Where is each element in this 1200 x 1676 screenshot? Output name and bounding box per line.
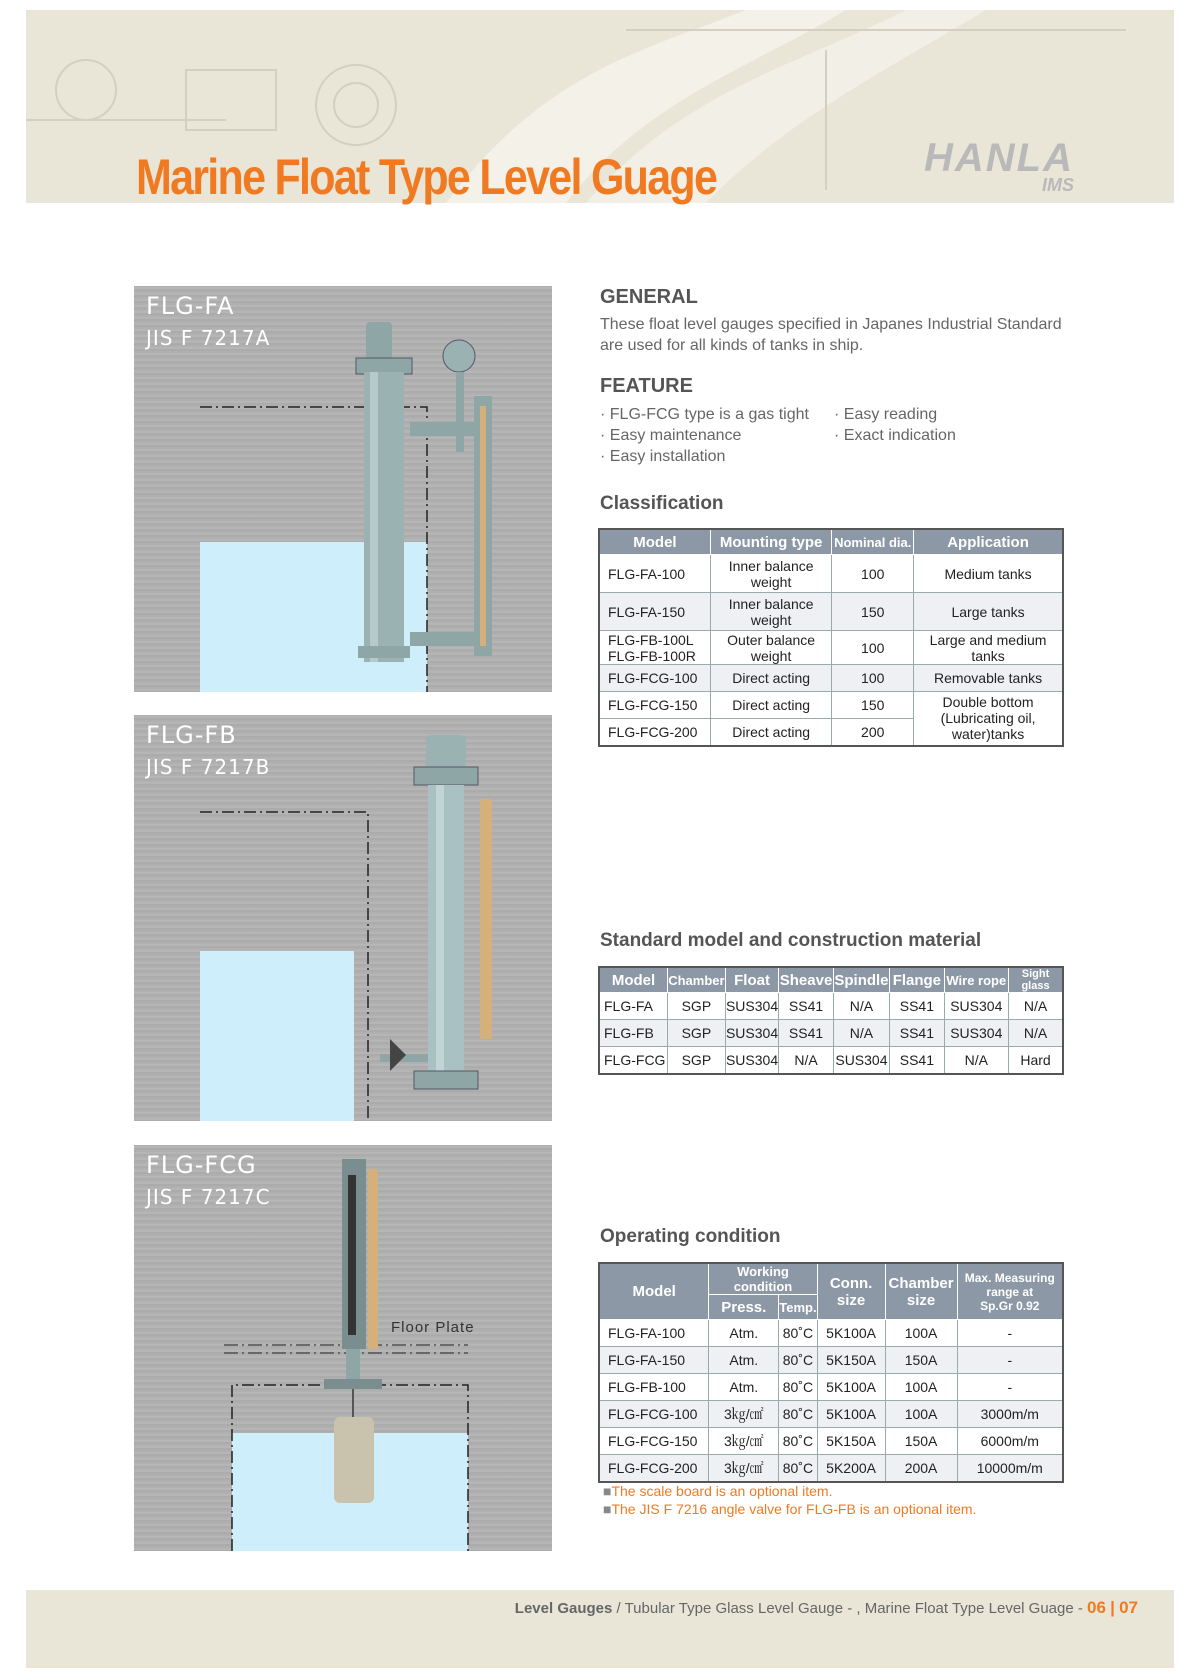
table-row: FLG-FA-100 Inner balance weight 100 Medium tanks [599, 555, 1063, 593]
material-heading: Standard model and construction material [600, 930, 982, 951]
footer-breadcrumb: Level Gauges / Tubular Type Glass Level Gauge - , Marine Float Type Level Guage - 06 | 07 [514, 1598, 1138, 1617]
panel-flg-fa [134, 286, 552, 692]
table-header-row: Press. Temp. [599, 1295, 1063, 1320]
column-header: Nominal dia. [832, 529, 914, 555]
feature-item: · FLG-FCG type is a gas tight [600, 404, 809, 425]
notes [603, 1482, 976, 1518]
panel-flg-fcg [134, 1145, 552, 1551]
table-row: FLG-FCG-200 Direct acting 200 [599, 719, 1063, 746]
water-level [200, 951, 354, 1121]
feature-list-2 [834, 404, 956, 446]
classification-table [598, 528, 1064, 747]
table-header-row: Model Working condition Conn. size Chamber size Max. Measuring range at Sp.Gr 0.92 [599, 1263, 1063, 1295]
hanla-logo: HANLA IMS [924, 136, 1074, 195]
table-row: FLG-FB-100L FLG-FB-100R Outer balance weight 100 Large and medium tanks [599, 631, 1063, 665]
table-row: FLG-FCG-100 Direct acting 100 Removable tanks [599, 665, 1063, 692]
operating-table [598, 1262, 1064, 1483]
table-row: FLG-FCG-100 3㎏/㎠ 80˚C 5K100A 100A 3000m/m [599, 1401, 1063, 1428]
feature-item: · Easy maintenance [600, 425, 809, 446]
column-header: Model [599, 529, 710, 555]
feature-item: · Exact indication [834, 425, 956, 446]
panel-model-name: FLG-FB [146, 721, 237, 749]
floor-plate-label: Floor Plate [391, 1319, 475, 1336]
note-item: ■The JIS F 7216 angle valve for FLG-FB is an optional item. [603, 1501, 977, 1517]
page-number: 06 [1087, 1598, 1106, 1617]
panel-standard: JIS F 7217A [146, 326, 271, 350]
table-row: FLG-FCG SGP SUS304 N/A SUS304 SS41 N/A Hard [599, 1047, 1063, 1074]
note-item: ■The scale board is an optional item. [603, 1483, 833, 1499]
column-header: Mounting type [710, 529, 832, 555]
page-number: 07 [1119, 1598, 1138, 1617]
general-text-line-1: These float level gauges specified in Japanes Industrial Standard [600, 316, 1062, 333]
table-row: FLG-FA-150 Atm. 80˚C 5K150A 150A - [599, 1347, 1063, 1374]
table-row: FLG-FA-150 Inner balance weight 150 Large tanks [599, 593, 1063, 631]
table-row: FLG-FA SGP SUS304 SS41 N/A SS41 SUS304 N/A [599, 993, 1063, 1020]
feature-list-1 [600, 404, 809, 467]
panel-standard: JIS F 7217B [146, 755, 271, 779]
general-text-line-2: are used for all kinds of tanks in ship. [600, 337, 864, 354]
general-heading: GENERAL [600, 286, 698, 308]
column-header: Application [914, 529, 1063, 555]
panel-model-name: FLG-FCG [146, 1151, 257, 1179]
table-row: FLG-FA-100 Atm. 80˚C 5K100A 100A - [599, 1320, 1063, 1347]
panel-standard: JIS F 7217C [146, 1185, 271, 1209]
table-row: FLG-FB SGP SUS304 SS41 N/A SS41 SUS304 N/A [599, 1020, 1063, 1047]
classification-heading: Classification [600, 493, 724, 514]
footer-band [26, 1590, 1174, 1668]
page-title: Marine Float Type Level Guage [136, 149, 717, 205]
feature-heading: FEATURE [600, 375, 693, 397]
table-row: FLG-FB-100 Atm. 80˚C 5K100A 100A - [599, 1374, 1063, 1401]
panel-model-name: FLG-FA [146, 292, 235, 320]
table-row: FLG-FCG-150 Direct acting 150 Double bottom (Lubricating oil, water)tanks [599, 692, 1063, 719]
operating-heading: Operating condition [600, 1226, 781, 1247]
material-table [598, 966, 1064, 1075]
feature-item: · Easy reading [834, 404, 956, 425]
table-header-row: Model Chamber Float Sheave Spindle Flange Wire rope Sight glass [599, 967, 1063, 993]
panel-flg-fb [134, 715, 552, 1121]
table-row: FLG-FCG-200 3㎏/㎠ 80˚C 5K200A 200A 10000m/m [599, 1455, 1063, 1482]
table-row: FLG-FCG-150 3㎏/㎠ 80˚C 5K150A 150A 6000m/m [599, 1428, 1063, 1455]
feature-item: · Easy installation [600, 446, 809, 467]
table-header-row [599, 529, 1063, 555]
